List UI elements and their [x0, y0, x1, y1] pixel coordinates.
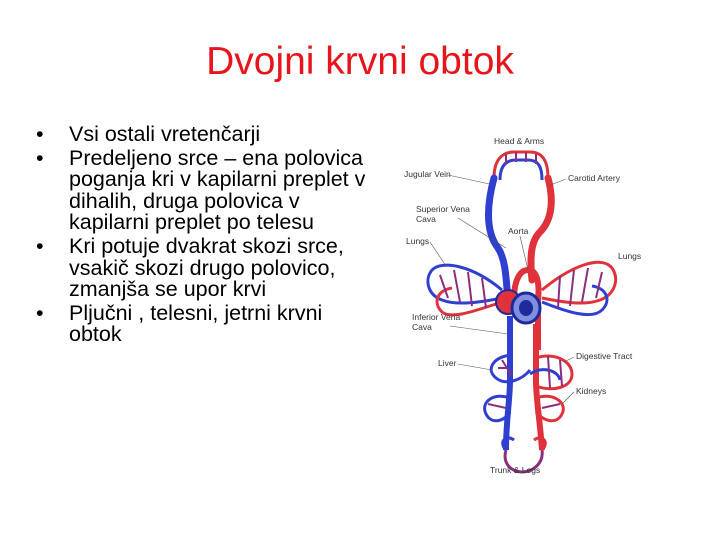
label-kidneys: Kidneys	[576, 386, 607, 396]
lungs-left-capillaries	[428, 265, 502, 315]
bullet-item	[36, 124, 366, 146]
label-carotid-artery: Carotid Artery	[568, 173, 620, 183]
slide-title: Dvojni krvni obtok	[206, 40, 514, 83]
label-inferior-vena-cava: Inferior Vena	[412, 312, 461, 322]
bullet-text: Pljučni , telesni, jetrni krvni obtok	[69, 300, 323, 347]
bullet-item	[36, 233, 366, 302]
bullet-item	[36, 300, 366, 347]
bullet-text: Predeljeno srce – ena polovica poganja kri v kapilarni preplet v dihalih, druga polovica v kapilarni preplet po telesu	[69, 145, 366, 235]
bullet-text: Vsi ostali vretenčarji	[69, 122, 261, 146]
label-lungs-left: Lungs	[406, 236, 430, 246]
head-arms-capillaries	[494, 152, 548, 180]
heart	[496, 290, 540, 323]
label-trunk-legs: Trunk & Legs	[490, 465, 541, 475]
label-lungs-right: Lungs	[618, 251, 642, 261]
bullet-marker: •	[36, 145, 44, 170]
bullet-marker: •	[36, 122, 44, 146]
label-jugular-vein: Jugular Vein	[404, 169, 451, 179]
bullet-item	[36, 145, 366, 235]
lungs-right-capillaries	[542, 262, 616, 314]
label-aorta: Aorta	[508, 226, 529, 236]
circulation-diagram	[402, 130, 644, 480]
bullet-marker: •	[36, 300, 44, 325]
carotid-artery	[531, 178, 551, 280]
label-superior-vena-cava: Superior Vena	[416, 204, 470, 214]
label-digestive-tract: Digestive Tract	[576, 351, 633, 361]
bullet-text: Kri potuje dvakrat skozi srce, vsakič skozi drugo polovico, zmanjša se upor krvi	[69, 233, 344, 302]
label-inferior-vena-cava-2: Cava	[412, 322, 432, 332]
bullet-list	[36, 124, 366, 348]
label-superior-vena-cava-2: Cava	[416, 214, 436, 224]
label-liver: Liver	[438, 358, 457, 368]
kidney-capillaries	[485, 396, 564, 421]
bullet-marker: •	[36, 233, 44, 258]
label-head-arms: Head & Arms	[494, 136, 545, 146]
